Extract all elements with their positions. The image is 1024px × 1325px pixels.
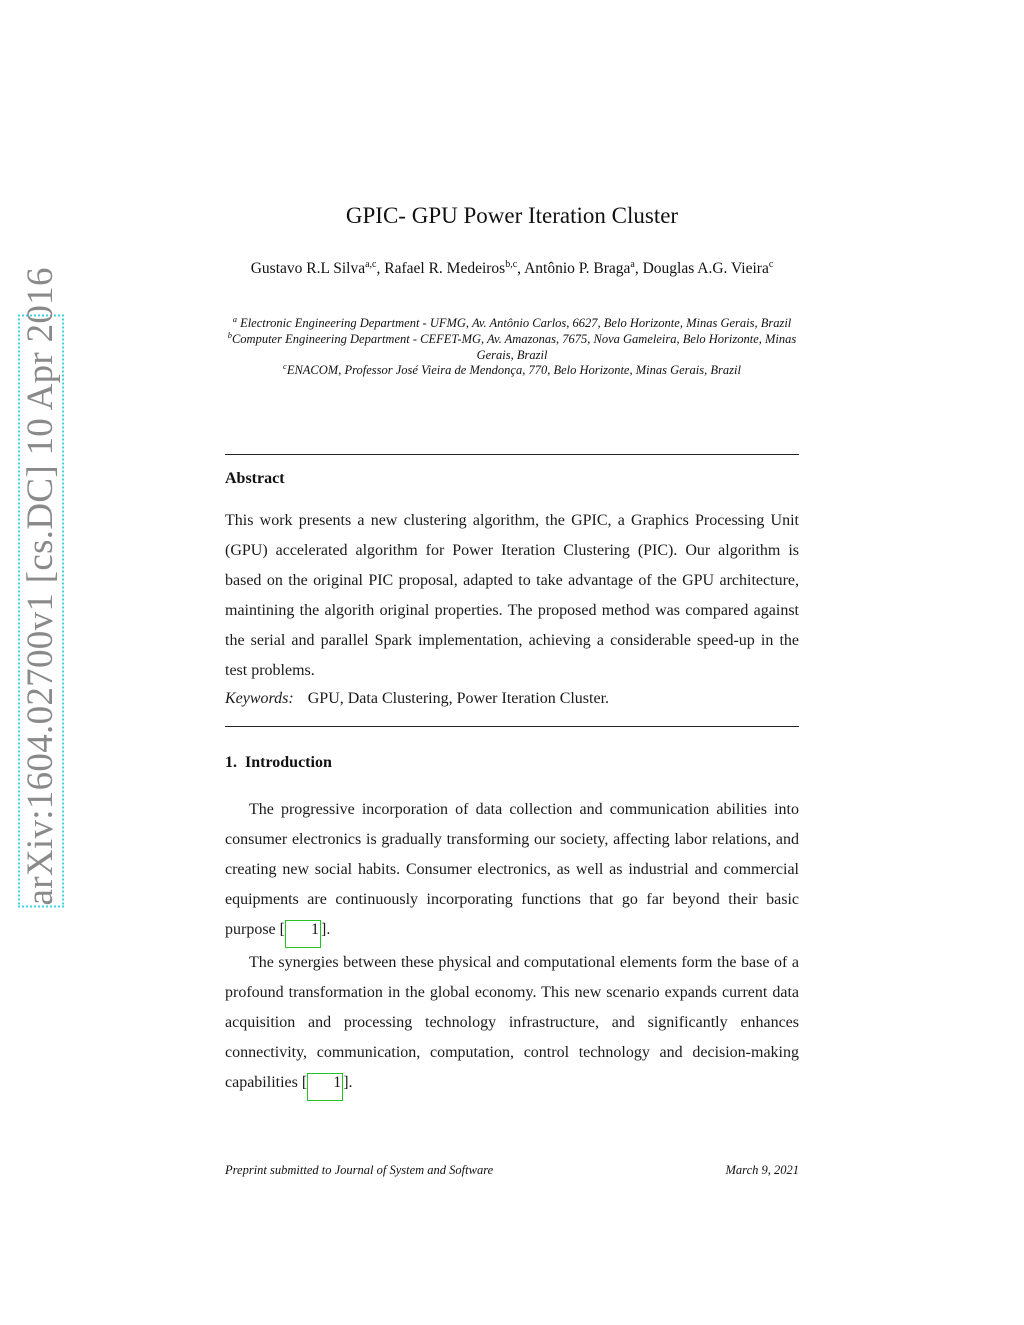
affiliation-c: $^c$ENACOM, Professor José Vieira de Mendonça, 770, Belo Horizonte, Minas Gerais, Brazil: [283, 361, 741, 378]
affiliation-b: $^b$Computer Engineering Department - CEFET-MG, Av. Amazonas, 7675, Nova Gameleira, Belo Horizonte, Minas Gerais, Brazil: [227, 329, 797, 362]
abstract-bottom-rule: [225, 726, 799, 727]
keywords: [225, 690, 609, 708]
footer-preprint-note: Preprint submitted to Journal of System and Software: [225, 1163, 494, 1177]
footer-date: March 9, 2021: [725, 1163, 799, 1177]
author-list: [225, 259, 799, 279]
affiliation-list: [222, 313, 802, 379]
author: Antônio P. Braga$^a$,: [524, 258, 643, 277]
arxiv-stamp-container: [18, 267, 64, 908]
abstract-top-rule: [225, 454, 799, 455]
section-number: 1.: [225, 754, 237, 771]
author: Rafael R. Medeiros$^{b,c}$,: [384, 258, 525, 277]
citation-link[interactable]: 1: [285, 920, 321, 948]
paragraph: The synergies between these physical and computational elements form the base of a profound transformation in the global economy. This new scenario expands current data acquisition and processing technology infrastructure, and significantly enhances connectivity, communication, computation, control technology and decision-making capabilities [ 1 ].: [225, 948, 799, 1101]
section-title: Introduction: [245, 754, 332, 771]
abstract-heading: Abstract: [225, 470, 285, 487]
introduction-body: [225, 795, 799, 1101]
abstract-body: [225, 506, 799, 686]
paragraph: The progressive incorporation of data collection and communication abilities into consumer electronics is gradually transforming our society, affecting labor relations, and creating new social habits. Consumer electronics, as well as industrial and commercial equipments are continuously incorporating functions that go far beyond their basic purpose [ 1 ].: [225, 795, 799, 948]
abstract-text: This work presents a new clustering algorithm, the GPIC, a Graphics Processing Unit (GPU) accelerated algorithm for Power Iteration Clustering (PIC). Our algorithm is based on the original PIC proposal, adapted to take advantage of the GPU architecture, maintining the algorith original properties. The proposed method was compared against the serial and parallel Spark implementation, achieving a considerable speed-up in the test problems.: [225, 512, 799, 679]
citation-link[interactable]: 1: [307, 1073, 343, 1101]
keywords-label: Keywords:: [225, 690, 294, 707]
arxiv-stamp[interactable]: arXiv:1604.02700v1 [cs.DC] 10 Apr 2016: [18, 315, 64, 908]
affiliation-a: $^a$ Electronic Engineering Department - UFMG, Av. Antônio Carlos, 6627, Belo Horizonte, Minas Gerais, Brazil: [232, 313, 792, 330]
author: Douglas A.G. Vieira$^c$: [642, 258, 774, 277]
section-heading: [225, 754, 332, 772]
author: Gustavo R.L Silva$^{a,c}$,: [250, 258, 385, 277]
paper-title: GPIC- GPU Power Iteration Cluster: [345, 203, 679, 228]
keywords-text: GPU, Data Clustering, Power Iteration Cluster.: [307, 690, 610, 707]
